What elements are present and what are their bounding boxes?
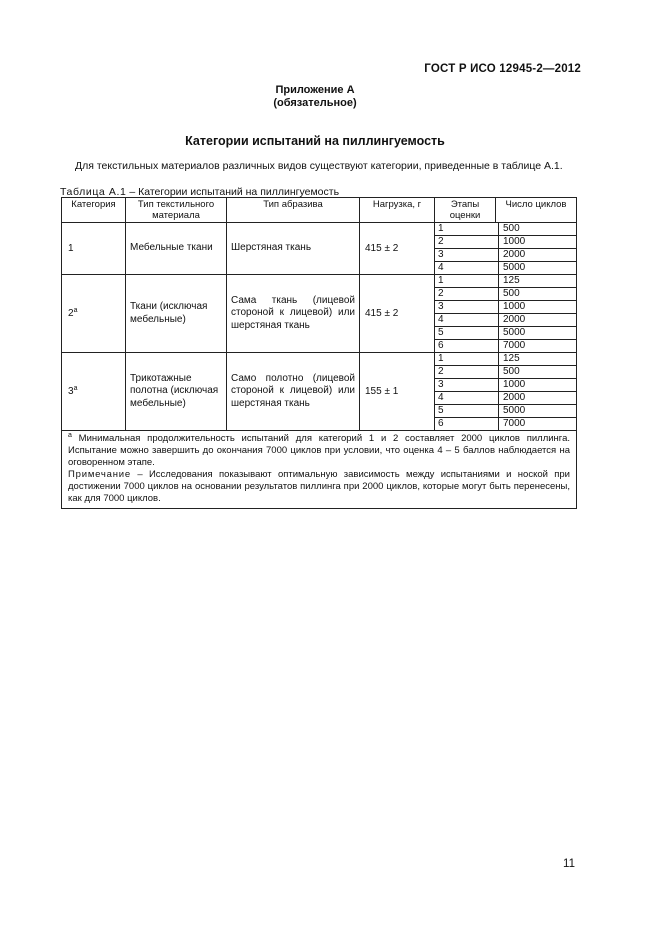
material-cell: Ткани (исключая мебельные) [126,275,227,353]
stage-number: 4 [435,392,499,405]
stage-row [435,353,576,366]
stage-row [435,275,576,288]
cycles-value: 7000 [503,418,526,429]
cycles-value: 2000 [499,392,577,405]
note-text: – Исследования показывают оптимальную зависимость между испытаниями и ноской при достижении 7000 циклов на основании результатов пиллинга при 2000 циклов, которые могут быть перенесены, как для 7000 циклов. [68,469,570,504]
category-cell [62,223,126,275]
header-material: Тип текстильного материала [126,198,227,223]
cycles-value: 500 [499,366,577,379]
stages-table [435,353,576,430]
stage-row [435,405,576,418]
intro-paragraph: Для текстильных материалов различных видов существуют категории, приведенные в таблице А.1. [75,160,563,172]
standard-code: ГОСТ Р ИСО 12945-2—2012 [424,63,581,75]
cycles-value: 2000 [499,249,577,262]
stage-row [435,223,576,236]
stage-row [435,236,576,249]
stage-row [435,366,576,379]
annex-title: Приложение А [275,84,355,96]
category-cell [62,275,126,353]
load-cell: 155 ± 1 [360,353,435,431]
stage-number: 1 [435,353,499,366]
table-row [62,223,577,275]
stage-row [435,379,576,392]
cycles-value: 2000 [499,314,577,327]
stage-row [435,327,576,340]
cycles-value: 1000 [499,236,577,249]
cycles-value: 1000 [499,301,577,314]
cycles-value: 7000 [503,340,526,351]
abrasive-cell: Само полотно (лицевой стороной к лицевой) или шерстяная ткань [227,353,360,431]
stage-row [435,392,576,405]
stage-number: 6 [435,340,499,353]
stage-row [435,262,576,275]
section-heading: Категории испытаний на пиллингуемость [185,134,445,148]
table-note [68,469,570,505]
table-caption-label: Таблица А.1 [60,186,127,198]
cycles-value: 500 [499,223,577,236]
table-caption-text: – Категории испытаний на пиллингуемость [126,186,340,198]
cycles-value: 125 [499,353,577,366]
table-notes-row [62,431,577,509]
stage-number: 2 [435,236,499,249]
stage-row [435,340,576,353]
stages-table [435,223,576,274]
cycles-value: 125 [499,275,577,288]
table-header-row [62,198,577,223]
header-abrasive: Тип абразива [227,198,360,223]
material-cell: Мебельные ткани [126,223,227,275]
stage-number: 5 [435,405,499,418]
stage-number: 4 [435,262,499,275]
stage-number: 2 [435,288,499,301]
note-label: Примечание [68,469,131,480]
table-footnote [68,433,570,469]
category-number: 2 [68,308,74,319]
material-cell: Трикотажные полотна (исключая мебельные) [126,353,227,431]
footnote-text: Минимальная продолжительность испытаний для категорий 1 и 2 составляет 2000 циклов пиллинга. Испытание можно завершить до окончания 7000 циклов при условии, что оценка 4 – 5 баллов наблюдается на оговоренном этапе. [68,433,570,468]
cycles-value: 5000 [499,327,577,340]
header-stages: Этапы оценки [435,198,496,223]
pilling-categories-table [61,197,577,509]
annex-status: (обязательное) [273,97,357,109]
category-cell [62,353,126,431]
stages-cell [435,275,577,353]
cycles-value: 500 [499,288,577,301]
header-load: Нагрузка, г [360,198,435,223]
annex-heading [0,84,630,110]
stage-number: 3 [435,301,499,314]
footnote-marker: a [68,432,72,439]
stage-number: 4 [435,314,499,327]
table-notes-cell [62,431,577,509]
stage-number: 3 [435,379,499,392]
load-cell: 415 ± 2 [360,223,435,275]
abrasive-cell: Шерстяная ткань [227,223,360,275]
header-cycles: Число циклов [496,198,577,223]
cycles-value: 5000 [503,262,526,273]
cycles-value: 1000 [499,379,577,392]
load-cell: 415 ± 2 [360,275,435,353]
stages-table [435,275,576,352]
stage-number: 5 [435,327,499,340]
stages-cell [435,223,577,275]
table-row [62,353,577,431]
abrasive-cell: Сама ткань (лицевой стороной к лицевой) или шерстяная ткань [227,275,360,353]
stage-number: 3 [435,249,499,262]
table-row [62,275,577,353]
stage-number: 6 [435,418,499,431]
stages-cell [435,353,577,431]
cycles-value: 5000 [499,405,577,418]
footnote-marker: a [73,385,78,392]
page-number: 11 [563,858,575,870]
header-category: Категория [62,198,126,223]
category-number: 1 [68,243,74,254]
stage-row [435,314,576,327]
stage-row [435,249,576,262]
stage-row [435,301,576,314]
category-number: 3 [68,386,74,397]
stage-number: 2 [435,366,499,379]
stage-number: 1 [435,275,499,288]
stage-number: 1 [435,223,499,236]
stage-row [435,418,576,431]
footnote-marker: a [73,307,78,314]
stage-row [435,288,576,301]
